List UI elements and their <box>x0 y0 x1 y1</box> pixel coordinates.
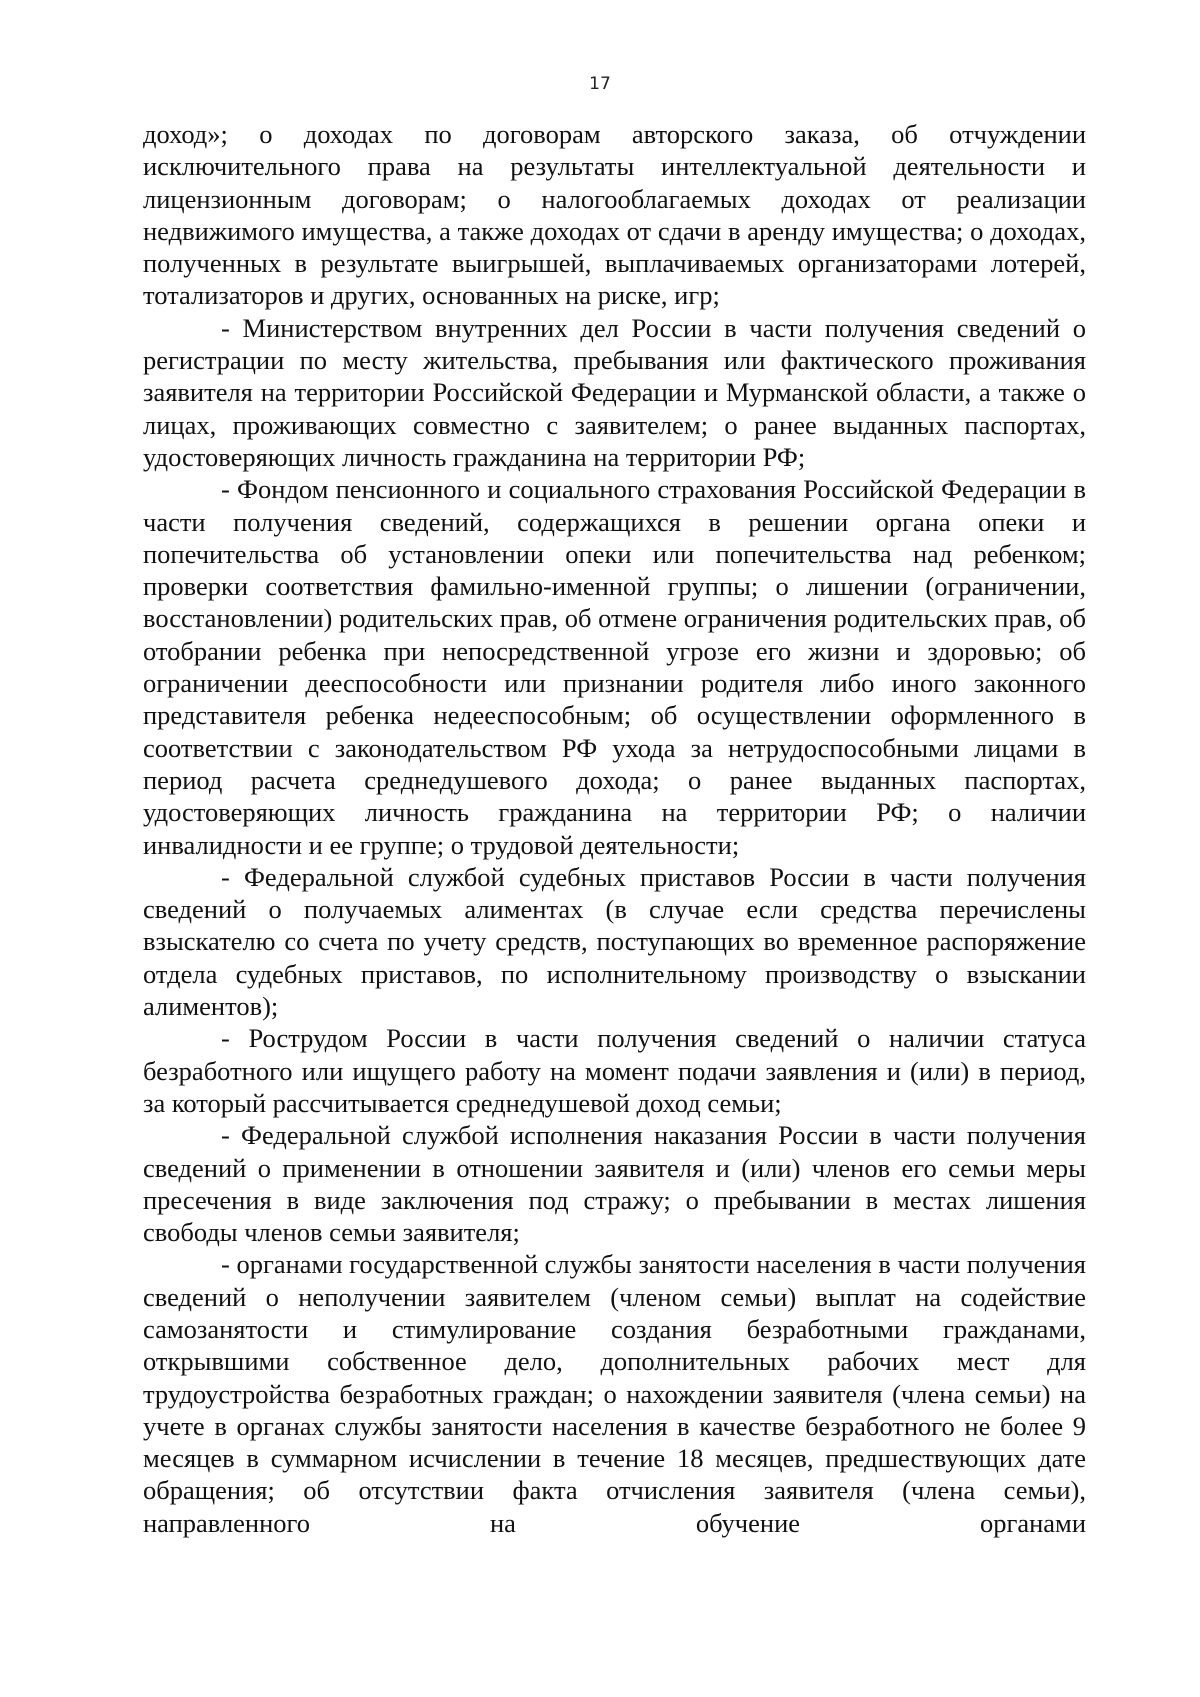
paragraph-rostrud: - Рострудом России в части получения сведений о наличии статуса безработного или ищущего работу на момент подачи заявления и (или) в период, за который рассчитывается среднедушевой доход семьи; <box>143 1023 1086 1118</box>
document-body <box>143 118 1086 1539</box>
page-number: 17 <box>589 74 611 94</box>
paragraph-income-continuation: доход»; о доходах по договорам авторского заказа, об отчуждении исключительного права на результаты интеллектуальной деятельности и лицензионным договорам; о налогооблагаемых доходах от реализации недвижимого имущества, а также доходах от сдачи в аренду имущества; о доходах, полученных в результате выигрышей, выплачиваемых организаторами лотерей, тотализаторов и других, основанных на риске, игр; <box>143 119 1086 311</box>
paragraph-pension-fund: - Фондом пенсионного и социального страхования Российской Федерации в части получения сведений, содержащихся в решении органа опеки и попечительства об установлении опеки или попечительства над ребенком; проверки соответствия фамильно-именной группы; о лишении (ограничении, восстановлении) родительских прав, об отмене ограничения родительских прав, об отобрании ребенка при непосредственной угрозе его жизни и здоровью; об ограничении дееспособности или признании родителя либо иного законного представителя ребенка недееспособным; об осуществлении оформленного в соответствии с законодательством РФ ухода за нетрудоспособными лицами в период расчета среднедушевого дохода; о ранее выданных паспортах, удостоверяющих личность гражданина на территории РФ; о наличии инвалидности и ее группе; о трудовой деятельности; <box>143 474 1086 860</box>
paragraph-bailiffs-service: - Федеральной службой судебных приставов России в части получения сведений о получаемых алиментах (в случае если средства перечислены взыскателю со счета по учету средств, поступающих во временное распоряжение отдела судебных приставов, по исполнительному производству о взыскании алиментов); <box>143 861 1086 1022</box>
paragraph-employment-service: - органами государственной службы занятости населения в части получения сведений о неполучении заявителем (членом семьи) выплат на содействие самозанятости и стимулирование создания безработными гражданами, открывшими собственное дело, дополнительных рабочих мест для трудоустройства безработных граждан; о нахождении заявителя (члена семьи) на учете в органах службы занятости населения в качестве безработного не более 9 месяцев в суммарном исчислении в течение 18 месяцев, предшествующих дате обращения; об отсутствии факта отчисления заявителя (члена семьи), направленного на обучение органами <box>143 1249 1086 1538</box>
paragraph-ministry-internal-affairs: - Министерством внутренних дел России в части получения сведений о регистрации по месту жительства, пребывания или фактического проживания заявителя на территории Российской Федерации и Мурманской области, а также о лицах, проживающих совместно с заявителем; о ранее выданных паспортах, удостоверяющих личность гражданина на территории РФ; <box>143 312 1086 472</box>
paragraph-penitentiary-service: - Федеральной службой исполнения наказания России в части получения сведений о применении в отношении заявителя и (или) членов его семьи меры пресечения в виде заключения под стражу; о пребывании в местах лишения свободы членов семьи заявителя; <box>143 1120 1086 1248</box>
